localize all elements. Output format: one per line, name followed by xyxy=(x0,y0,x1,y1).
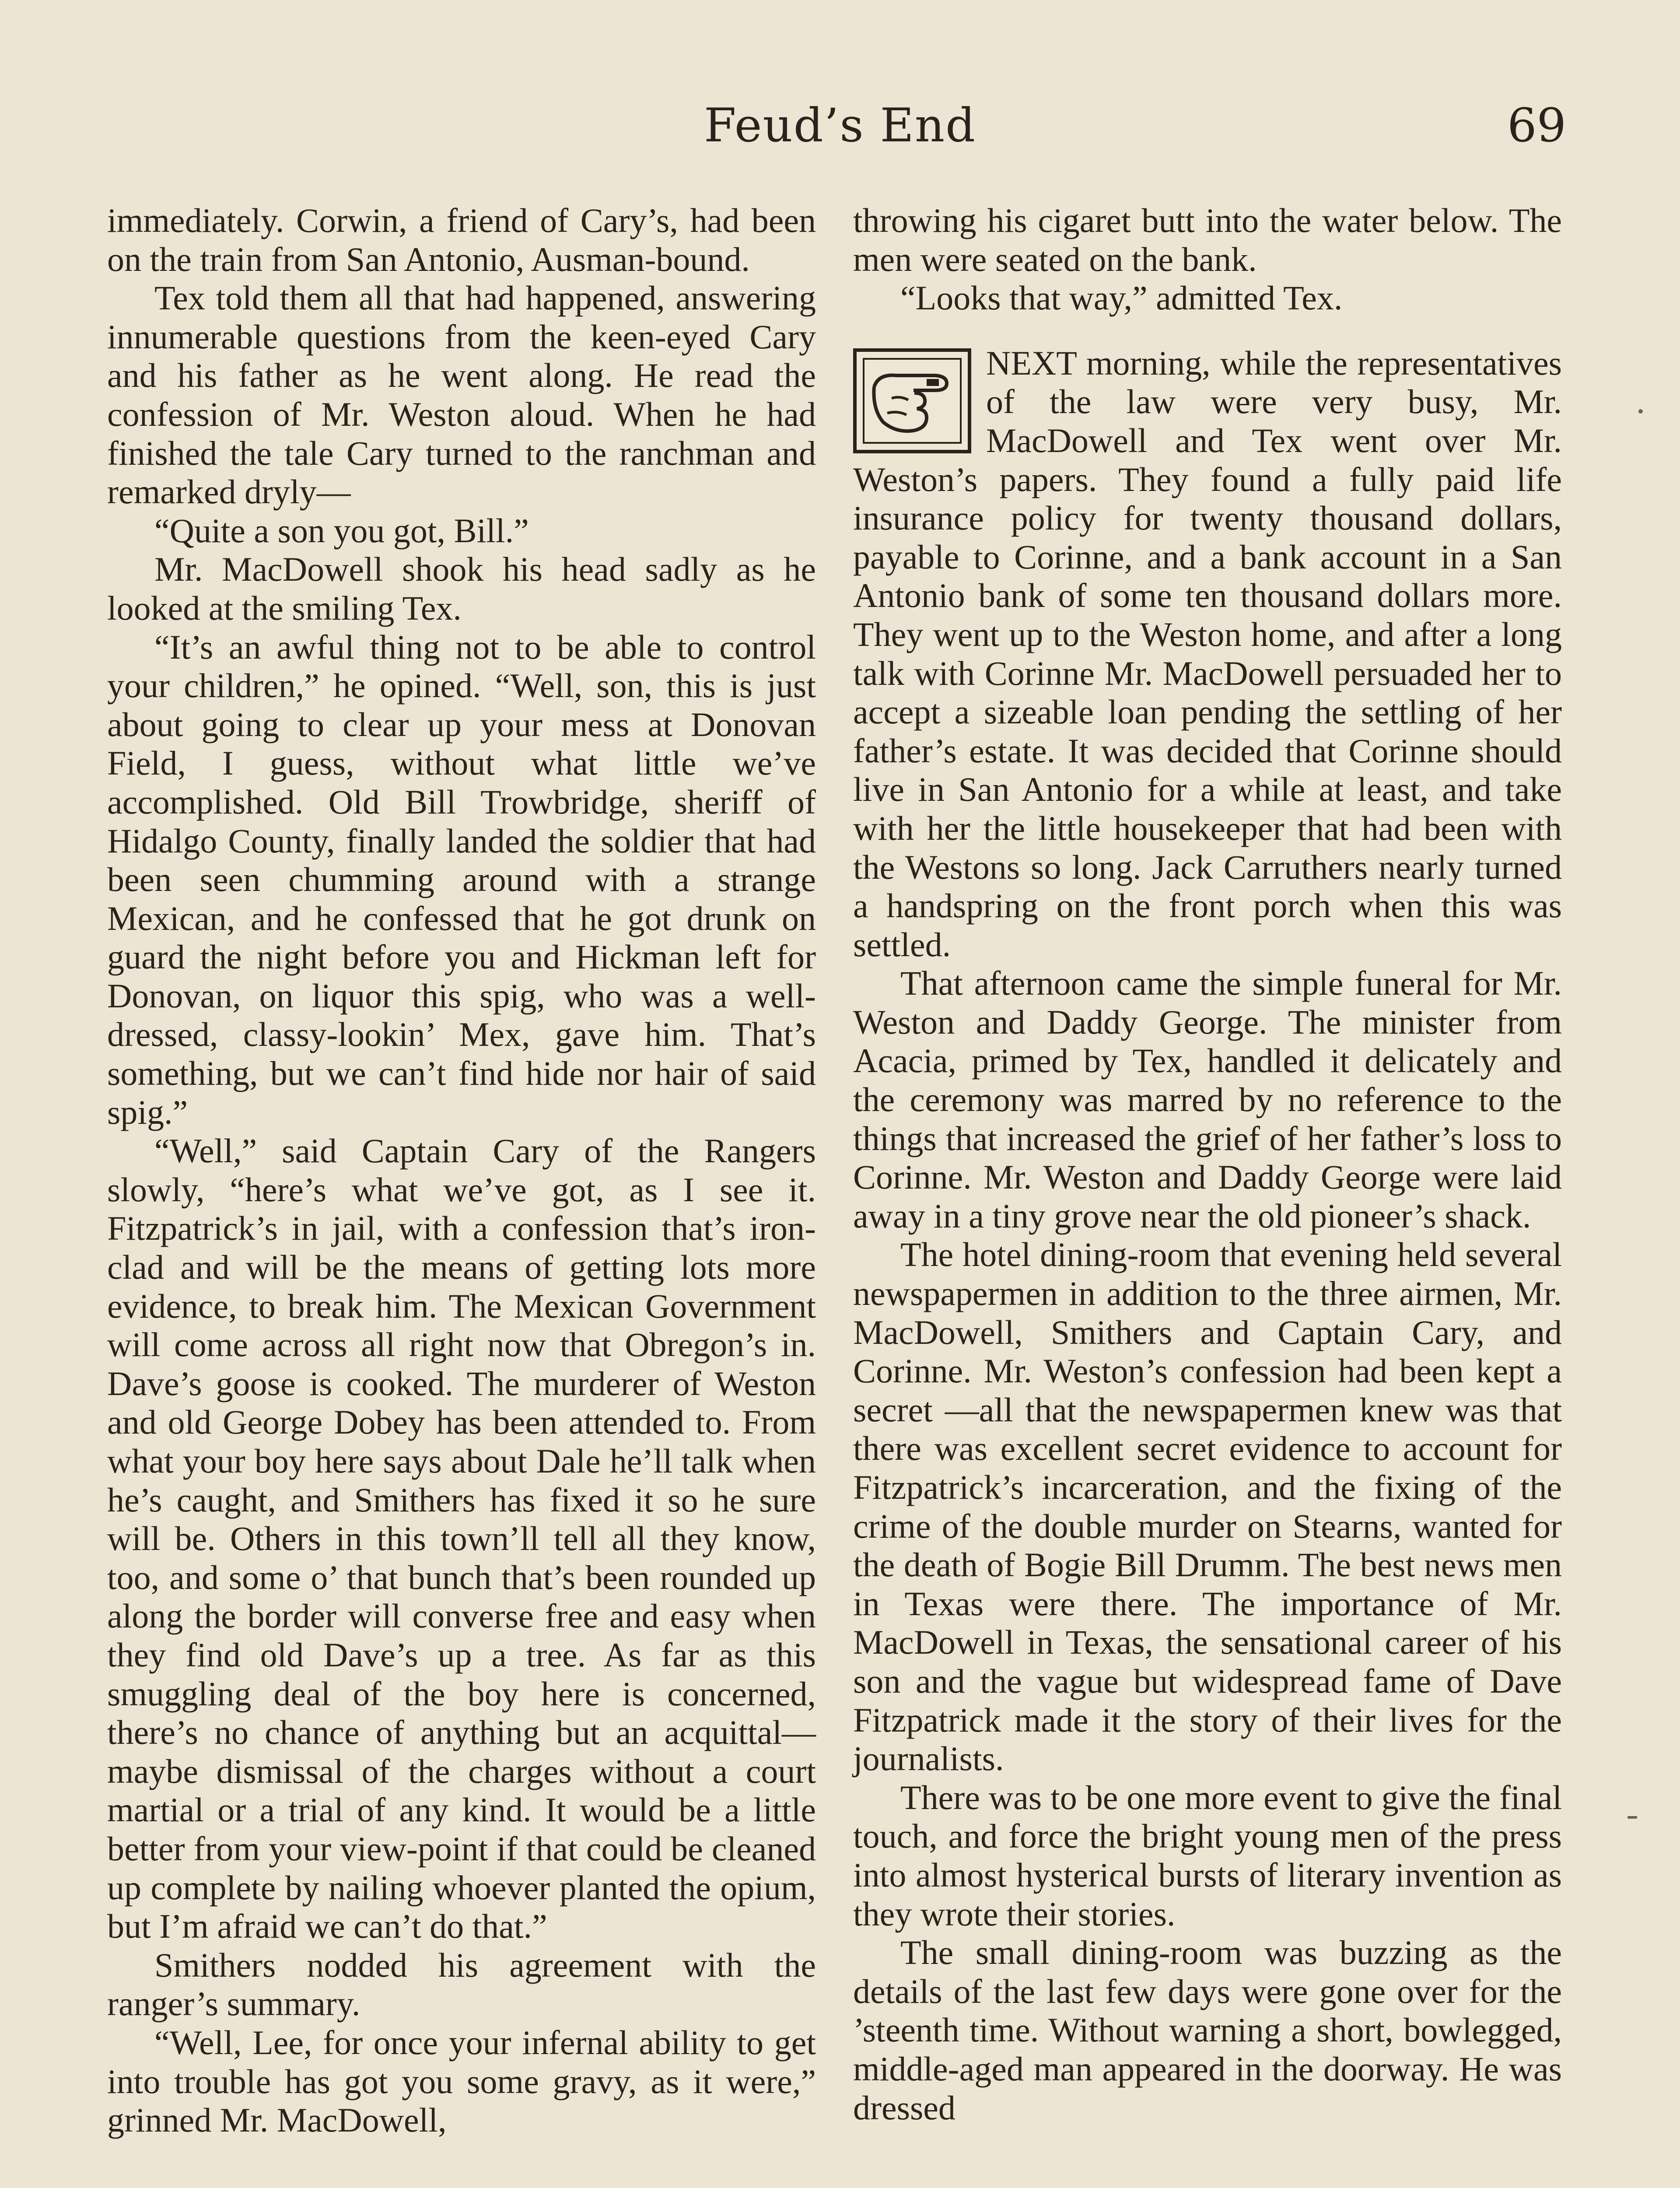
right-column xyxy=(853,201,1562,2127)
margin-mark xyxy=(1628,1816,1637,1819)
paragraph: “Quite a son you got, Bill.” xyxy=(154,511,529,550)
paragraph: Tex told them all that had happened, answering innumerable questions from the keen-eyed Cary and his father as he went along. He read the confession of Mr. Weston aloud. When he had finished the tale Cary turned to the ranchman and remarked dryly— xyxy=(107,279,816,511)
paragraph: “Well, Lee, for once your infernal ability to get into trouble has got you some gravy, as it were,” grinned Mr. MacDowell, xyxy=(107,2023,816,2139)
paragraph: throwing his cigaret butt into the water below. The men were seated on the bank. xyxy=(853,201,1562,278)
paragraph: immediately. Corwin, a friend of Cary’s, had been on the train from San Antonio, Ausman-bound. xyxy=(107,201,816,278)
hand-pointing-icon xyxy=(853,348,971,453)
left-column xyxy=(107,201,816,2140)
paragraph: Mr. MacDowell shook his head sadly as he looked at the smiling Tex. xyxy=(107,550,816,627)
paragraph: The hotel dining-room that evening held several newspapermen in addition to the three airmen, Mr. MacDowell, Smithers and Captain Cary, and Corinne. Mr. Weston’s confession had been kept a secret —all that the newspapermen knew was that there was excellent secret evidence to account for Fitzpatrick’s incarceration, and the fixing of the crime of the double murder on Stearns, wanted for the death of Bogie Bill Drumm. The best news men in Texas were there. The importance of Mr. MacDowell in Texas, the sensational career of his son and the vague but widespread fame of Dave Fitzpatrick made it the story of their lives for the journalists. xyxy=(853,1235,1562,1778)
section-break xyxy=(853,344,1562,964)
paragraph: The small dining-room was buzzing as the details of the last few days were gone over for the ’steenth time. Without warning a short, bowlegged, middle-aged man appeared in the doorway. He was dressed xyxy=(853,1933,1562,2127)
margin-mark xyxy=(1638,409,1643,414)
page-header xyxy=(0,98,1680,160)
paragraph: “Well,” said Captain Cary of the Rangers slowly, “here’s what we’ve got, as I see it. Fitzpatrick’s in jail, with a confession that’s iron-clad and will be the means of getting lots more evidence, to break him. The Mexican Government will come across all right now that Obregon’s in. Dave’s goose is cooked. The murderer of Weston and old George Dobey has been attended to. From what your boy here says about Dale he’ll talk when he’s caught, and Smithers has fixed it so he sure will be. Others in this town’ll tell all they know, too, and some o’ that bunch that’s been rounded up along the border will converse free and easy when they find old Dave’s up a tree. As far as this smuggling deal of the boy here is concerned, there’s no chance of anything but an acquittal—maybe dismissal of the charges without a court martial or a trial of any kind. It would be a little better from your view-point if that could be cleaned up complete by nailing whoever planted the opium, but I’m afraid we can’t do that.” xyxy=(107,1132,816,1946)
paragraph: “It’s an awful thing not to be able to control your children,” he opined. “Well, son, this is just about going to clear up your mess at Donovan Field, I guess, without what little we’ve accomplished. Old Bill Trowbridge, sheriff of Hidalgo County, finally landed the soldier that had been seen chumming around with a strange Mexican, and he confessed that he got drunk on guard the night before you and Hickman left for Donovan, on liquor this spig, who was a well-dressed, classy-lookin’ Mex, gave him. That’s something, but we can’t find hide nor hair of said spig.” xyxy=(107,628,816,1131)
section-opening: NEXT morning, while the representatives of the law were very busy, Mr. MacDowell and Tex went over Mr. Weston’s papers. They found a fully paid life insurance policy for twenty thousand dollars, payable to Corinne, and a bank account in a San Antonio bank of some ten thousand dollars more. They went up to the Weston home, and after a long talk with Corinne Mr. MacDowell persuaded her to accept a sizeable loan pending the settling of her father’s estate. It was decided that Corinne should live in San Antonio for a while at least, and take with her the little housekeeper that had been with the Westons so long. Jack Carruthers nearly turned a handspring on the front porch when this was settled. xyxy=(853,344,1562,964)
paragraph: There was to be one more event to give the final touch, and force the bright young men of the press into almost hysterical bursts of literary invention as they wrote their stories. xyxy=(853,1778,1562,1933)
paragraph: That afternoon came the simple funeral for Mr. Weston and Daddy George. The minister from Acacia, primed by Tex, handled it delicately and the ceremony was marred by no reference to the things that increased the grief of her father’s loss to Corinne. Mr. Weston and Daddy George were laid away in a tiny grove near the old pioneer’s shack. xyxy=(853,964,1562,1235)
paragraph: “Looks that way,” admitted Tex. xyxy=(900,279,1343,317)
paragraph: Smithers nodded his agreement with the ranger’s summary. xyxy=(107,1946,816,2023)
running-title: Feud’s End xyxy=(704,98,976,152)
page-number: 69 xyxy=(1507,98,1566,152)
